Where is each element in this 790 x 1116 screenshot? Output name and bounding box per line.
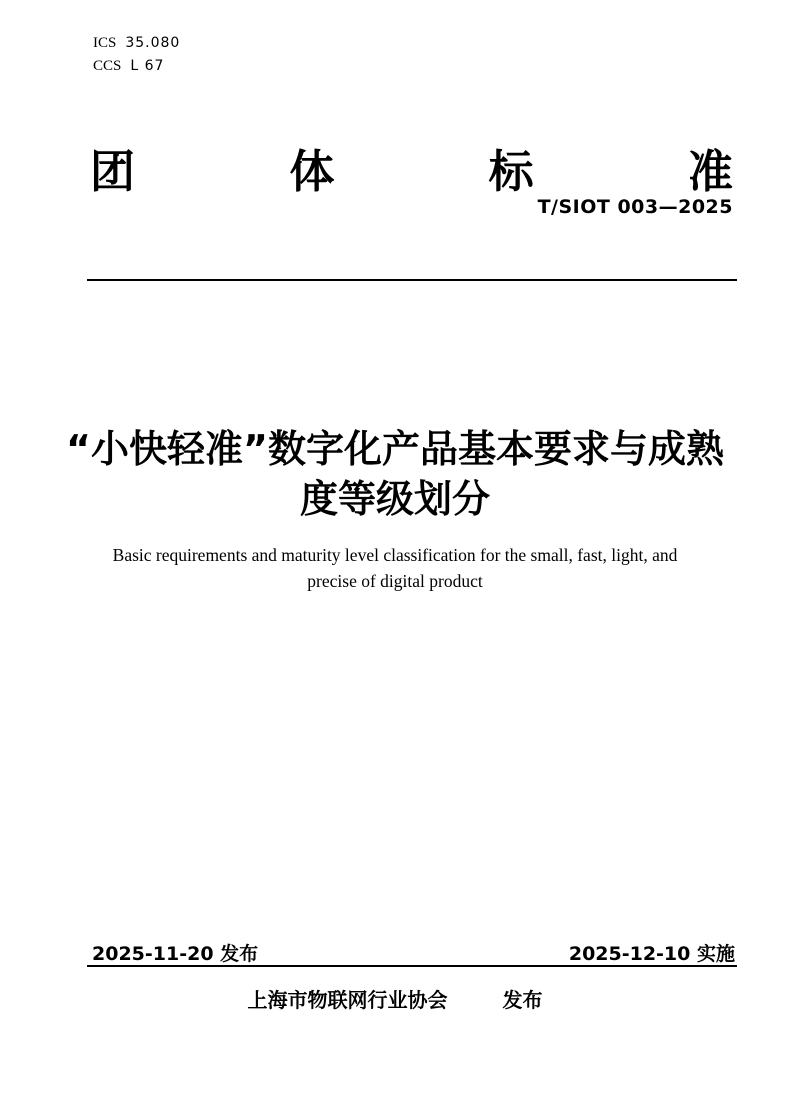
doc-type-char-2: 体	[289, 145, 335, 198]
ics-label: ICS	[93, 35, 117, 51]
ccs-row	[93, 54, 180, 77]
doc-type-char-4: 准	[687, 145, 733, 198]
document-title-line-2: 度等级划分	[299, 477, 490, 521]
implement-date: 2025-12-10 实施	[568, 943, 735, 965]
document-title-english	[55, 542, 735, 594]
doc-type-heading	[90, 145, 733, 198]
doc-type-char-3: 标	[488, 145, 534, 198]
document-title	[40, 424, 750, 524]
ics-value: 35.080	[125, 35, 181, 51]
standard-number: T/SIOT 003—2025	[537, 196, 733, 218]
footer-divider	[87, 965, 737, 967]
ccs-value: L 67	[130, 58, 165, 74]
document-title-english-line-2: precise of digital product	[307, 571, 483, 591]
ccs-label: CCS	[93, 58, 122, 74]
classification-codes	[93, 31, 180, 77]
publish-label: 发布	[502, 988, 543, 1012]
publisher-name: 上海市物联网行业协会	[247, 988, 448, 1012]
publisher-row	[0, 984, 790, 1013]
document-title-line-1: “小快轻准”数字化产品基本要求与成熟	[66, 427, 724, 471]
footer-dates	[92, 939, 735, 966]
document-title-english-line-1: Basic requirements and maturity level classification for the small, fast, light, and	[112, 545, 678, 565]
ics-row	[93, 31, 180, 54]
doc-type-char-1: 团	[90, 145, 136, 198]
issue-date: 2025-11-20 发布	[92, 943, 259, 965]
header-divider	[87, 279, 737, 281]
